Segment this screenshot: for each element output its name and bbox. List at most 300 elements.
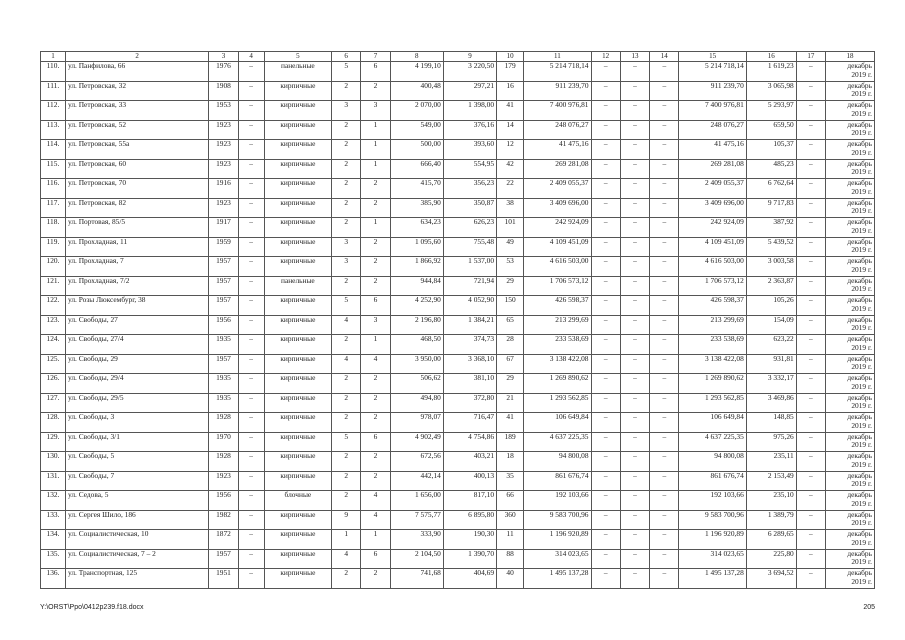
header-cell: 11 xyxy=(524,52,591,62)
wall-material-cell: блочные xyxy=(264,491,331,511)
row-number-cell: 114. xyxy=(41,140,66,160)
residents-cell: 53 xyxy=(497,257,524,277)
reconstruction-year-cell: – xyxy=(238,452,264,472)
col17-cell: – xyxy=(796,374,825,394)
completion-month: декабрь xyxy=(847,412,872,421)
wall-material-cell: кирпичные xyxy=(264,140,331,160)
col17-cell: – xyxy=(796,569,825,589)
col17-cell: – xyxy=(796,159,825,179)
total-area-cell: 2 070,00 xyxy=(390,101,443,121)
build-year-cell: 1957 xyxy=(209,549,238,569)
build-year-cell: 1951 xyxy=(209,569,238,589)
completion-year: 2019 г. xyxy=(851,498,872,508)
living-area-cell: 190,30 xyxy=(443,530,496,550)
entrances-cell: 6 xyxy=(361,62,390,82)
total-cost-cell: 3 138 422,08 xyxy=(524,354,591,374)
total-cost-cell: 1 706 573,12 xyxy=(524,276,591,296)
cost-col14-cell: – xyxy=(650,354,679,374)
build-year-cell: 1923 xyxy=(209,198,238,218)
cost-col14-cell: – xyxy=(650,257,679,277)
entrances-cell: 2 xyxy=(361,569,390,589)
build-year-cell: 1935 xyxy=(209,374,238,394)
row-number-cell: 133. xyxy=(41,510,66,530)
total-cost-cell: 41 475,16 xyxy=(524,140,591,160)
completion-year: 2019 г. xyxy=(851,284,872,293)
reconstruction-year-cell: – xyxy=(238,62,264,82)
total-area-cell: 494,80 xyxy=(390,393,443,413)
build-year-cell: 1953 xyxy=(209,101,238,121)
cost-col15-cell: 269 281,08 xyxy=(679,159,746,179)
address-cell: ул. Свободы, 3 xyxy=(65,413,208,433)
cost-col12-cell: – xyxy=(591,569,620,589)
cost-per-sqm-cell: 6 289,65 xyxy=(746,530,796,550)
wall-material-cell: кирпичные xyxy=(264,471,331,491)
table-row xyxy=(41,257,875,277)
cost-col13-cell: – xyxy=(620,491,649,511)
total-area-cell: 385,90 xyxy=(390,198,443,218)
table-row xyxy=(41,218,875,238)
wall-material-cell: кирпичные xyxy=(264,393,331,413)
address-cell: ул. Прохладная, 7/2 xyxy=(65,276,208,296)
row-number-cell: 115. xyxy=(41,159,66,179)
address-cell: ул. Портовая, 85/5 xyxy=(65,218,208,238)
completion-month: декабрь xyxy=(847,354,872,363)
residents-cell: 29 xyxy=(497,276,524,296)
cost-col12-cell: – xyxy=(591,452,620,472)
completion-month: декабрь xyxy=(847,510,872,519)
cost-per-sqm-cell: 3 694,52 xyxy=(746,569,796,589)
col17-cell: – xyxy=(796,393,825,413)
housing-repair-table xyxy=(40,51,875,589)
table-row xyxy=(41,491,875,511)
entrances-cell: 2 xyxy=(361,179,390,199)
column-number-header xyxy=(41,52,875,62)
cost-per-sqm-cell: 3 332,17 xyxy=(746,374,796,394)
wall-material-cell: кирпичные xyxy=(264,218,331,238)
living-area-cell: 554,95 xyxy=(443,159,496,179)
cost-per-sqm-cell: 3 065,98 xyxy=(746,81,796,101)
completion-year: 2019 г. xyxy=(851,557,872,566)
cost-col14-cell: – xyxy=(650,315,679,335)
cost-col15-cell: 106 649,84 xyxy=(679,413,746,433)
living-area-cell: 376,16 xyxy=(443,120,496,140)
completion-date-cell xyxy=(826,491,875,511)
residents-cell: 42 xyxy=(497,159,524,179)
floors-cell: 9 xyxy=(332,510,361,530)
living-area-cell: 350,87 xyxy=(443,198,496,218)
table-row xyxy=(41,510,875,530)
row-number-cell: 120. xyxy=(41,257,66,277)
floors-cell: 3 xyxy=(332,101,361,121)
cost-col12-cell: – xyxy=(591,296,620,316)
build-year-cell: 1917 xyxy=(209,218,238,238)
completion-month: декабрь xyxy=(847,120,872,129)
wall-material-cell: кирпичные xyxy=(264,413,331,433)
reconstruction-year-cell: – xyxy=(238,354,264,374)
cost-col13-cell: – xyxy=(620,140,649,160)
wall-material-cell: кирпичные xyxy=(264,335,331,355)
total-area-cell: 4 199,10 xyxy=(390,62,443,82)
address-cell: ул. Прохладная, 11 xyxy=(65,237,208,257)
col17-cell: – xyxy=(796,198,825,218)
row-number-cell: 127. xyxy=(41,393,66,413)
completion-date-cell xyxy=(826,374,875,394)
residents-cell: 38 xyxy=(497,198,524,218)
total-area-cell: 2 104,50 xyxy=(390,549,443,569)
cost-col14-cell: – xyxy=(650,159,679,179)
cost-col13-cell: – xyxy=(620,354,649,374)
wall-material-cell: кирпичные xyxy=(264,159,331,179)
total-area-cell: 944,84 xyxy=(390,276,443,296)
floors-cell: 2 xyxy=(332,198,361,218)
cost-col13-cell: – xyxy=(620,257,649,277)
cost-col13-cell: – xyxy=(620,510,649,530)
entrances-cell: 6 xyxy=(361,432,390,452)
reconstruction-year-cell: – xyxy=(238,432,264,452)
reconstruction-year-cell: – xyxy=(238,549,264,569)
entrances-cell: 4 xyxy=(361,491,390,511)
wall-material-cell: кирпичные xyxy=(264,452,331,472)
entrances-cell: 3 xyxy=(361,101,390,121)
cost-per-sqm-cell: 6 762,64 xyxy=(746,179,796,199)
completion-month: декабрь xyxy=(847,490,872,499)
build-year-cell: 1928 xyxy=(209,452,238,472)
build-year-cell: 1923 xyxy=(209,159,238,179)
cost-col15-cell: 1 293 562,85 xyxy=(679,393,746,413)
reconstruction-year-cell: – xyxy=(238,81,264,101)
table-row xyxy=(41,296,875,316)
header-cell: 6 xyxy=(332,52,361,62)
cost-col15-cell: 1 495 137,28 xyxy=(679,569,746,589)
row-number-cell: 111. xyxy=(41,81,66,101)
cost-per-sqm-cell: 5 293,97 xyxy=(746,101,796,121)
build-year-cell: 1970 xyxy=(209,432,238,452)
total-area-cell: 2 196,80 xyxy=(390,315,443,335)
build-year-cell: 1935 xyxy=(209,335,238,355)
row-number-cell: 132. xyxy=(41,491,66,511)
cost-col12-cell: – xyxy=(591,374,620,394)
completion-date-cell xyxy=(826,296,875,316)
wall-material-cell: кирпичные xyxy=(264,510,331,530)
page-number: 205 xyxy=(863,604,875,611)
col17-cell: – xyxy=(796,491,825,511)
cost-col12-cell: – xyxy=(591,218,620,238)
col17-cell: – xyxy=(796,296,825,316)
wall-material-cell: кирпичные xyxy=(264,179,331,199)
table-row xyxy=(41,140,875,160)
build-year-cell: 1957 xyxy=(209,296,238,316)
total-cost-cell: 1 269 890,62 xyxy=(524,374,591,394)
build-year-cell: 1959 xyxy=(209,237,238,257)
completion-month: декабрь xyxy=(847,81,872,90)
residents-cell: 18 xyxy=(497,452,524,472)
entrances-cell: 2 xyxy=(361,257,390,277)
reconstruction-year-cell: – xyxy=(238,237,264,257)
completion-month: декабрь xyxy=(847,334,872,343)
residents-cell: 28 xyxy=(497,335,524,355)
cost-col14-cell: – xyxy=(650,393,679,413)
reconstruction-year-cell: – xyxy=(238,218,264,238)
residents-cell: 150 xyxy=(497,296,524,316)
residents-cell: 101 xyxy=(497,218,524,238)
header-cell: 12 xyxy=(591,52,620,62)
cost-per-sqm-cell: 485,23 xyxy=(746,159,796,179)
entrances-cell: 1 xyxy=(361,218,390,238)
cost-col15-cell: 911 239,70 xyxy=(679,81,746,101)
entrances-cell: 1 xyxy=(361,530,390,550)
wall-material-cell: кирпичные xyxy=(264,315,331,335)
cost-col13-cell: – xyxy=(620,218,649,238)
cost-col15-cell: 4 109 451,09 xyxy=(679,237,746,257)
completion-month: декабрь xyxy=(847,100,872,109)
col17-cell: – xyxy=(796,140,825,160)
cost-col12-cell: – xyxy=(591,393,620,413)
table-row xyxy=(41,432,875,452)
completion-year: 2019 г. xyxy=(851,459,872,469)
living-area-cell: 1 398,00 xyxy=(443,101,496,121)
completion-date-cell xyxy=(826,354,875,374)
reconstruction-year-cell: – xyxy=(238,140,264,160)
header-cell: 16 xyxy=(746,52,796,62)
col17-cell: – xyxy=(796,237,825,257)
row-number-cell: 112. xyxy=(41,101,66,121)
residents-cell: 41 xyxy=(497,101,524,121)
col17-cell: – xyxy=(796,510,825,530)
floors-cell: 2 xyxy=(332,159,361,179)
row-number-cell: 113. xyxy=(41,120,66,140)
build-year-cell: 1935 xyxy=(209,393,238,413)
total-area-cell: 672,56 xyxy=(390,452,443,472)
row-number-cell: 122. xyxy=(41,296,66,316)
table-row xyxy=(41,530,875,550)
table-row xyxy=(41,471,875,491)
floors-cell: 2 xyxy=(332,276,361,296)
total-cost-cell: 911 239,70 xyxy=(524,81,591,101)
reconstruction-year-cell: – xyxy=(238,510,264,530)
wall-material-cell: кирпичные xyxy=(264,101,331,121)
completion-month: декабрь xyxy=(847,139,872,148)
table-row xyxy=(41,374,875,394)
living-area-cell: 721,94 xyxy=(443,276,496,296)
reconstruction-year-cell: – xyxy=(238,198,264,218)
entrances-cell: 2 xyxy=(361,276,390,296)
cost-col13-cell: – xyxy=(620,452,649,472)
cost-col14-cell: – xyxy=(650,569,679,589)
row-number-cell: 131. xyxy=(41,471,66,491)
entrances-cell: 4 xyxy=(361,354,390,374)
table-row xyxy=(41,179,875,199)
floors-cell: 2 xyxy=(332,452,361,472)
completion-month: декабрь xyxy=(847,178,872,187)
cost-col15-cell: 233 538,69 xyxy=(679,335,746,355)
completion-date-cell xyxy=(826,237,875,257)
entrances-cell: 6 xyxy=(361,549,390,569)
living-area-cell: 297,21 xyxy=(443,81,496,101)
cost-col14-cell: – xyxy=(650,510,679,530)
completion-month: декабрь xyxy=(847,432,872,441)
header-cell: 13 xyxy=(620,52,649,62)
cost-col15-cell: 5 214 718,14 xyxy=(679,62,746,82)
cost-col13-cell: – xyxy=(620,471,649,491)
residents-cell: 65 xyxy=(497,315,524,335)
completion-year: 2019 г. xyxy=(851,342,872,352)
entrances-cell: 3 xyxy=(361,315,390,335)
entrances-cell: 2 xyxy=(361,374,390,394)
total-cost-cell: 426 598,37 xyxy=(524,296,591,316)
living-area-cell: 374,73 xyxy=(443,335,496,355)
cost-col13-cell: – xyxy=(620,81,649,101)
build-year-cell: 1923 xyxy=(209,471,238,491)
cost-col12-cell: – xyxy=(591,120,620,140)
residents-cell: 88 xyxy=(497,549,524,569)
completion-date-cell xyxy=(826,276,875,296)
address-cell: ул. Свободы, 7 xyxy=(65,471,208,491)
completion-date-cell xyxy=(826,471,875,491)
completion-year: 2019 г. xyxy=(851,576,872,586)
total-area-cell: 7 575,77 xyxy=(390,510,443,530)
cost-per-sqm-cell: 623,22 xyxy=(746,335,796,355)
completion-month: декабрь xyxy=(847,198,872,207)
floors-cell: 2 xyxy=(332,218,361,238)
residents-cell: 49 xyxy=(497,237,524,257)
wall-material-cell: кирпичные xyxy=(264,120,331,140)
table-row xyxy=(41,413,875,433)
floors-cell: 2 xyxy=(332,471,361,491)
entrances-cell: 2 xyxy=(361,471,390,491)
floors-cell: 1 xyxy=(332,530,361,550)
cost-col14-cell: – xyxy=(650,374,679,394)
cost-col14-cell: – xyxy=(650,296,679,316)
total-cost-cell: 9 583 700,96 xyxy=(524,510,591,530)
cost-col13-cell: – xyxy=(620,335,649,355)
cost-per-sqm-cell: 235,11 xyxy=(746,452,796,472)
residents-cell: 189 xyxy=(497,432,524,452)
col17-cell: – xyxy=(796,335,825,355)
cost-col15-cell: 314 023,65 xyxy=(679,549,746,569)
floors-cell: 2 xyxy=(332,81,361,101)
living-area-cell: 393,60 xyxy=(443,140,496,160)
address-cell: ул. Петровская, 52 xyxy=(65,120,208,140)
completion-year: 2019 г. xyxy=(851,440,872,449)
cost-col14-cell: – xyxy=(650,101,679,121)
cost-col13-cell: – xyxy=(620,120,649,140)
cost-col15-cell: 242 924,09 xyxy=(679,218,746,238)
cost-col14-cell: – xyxy=(650,198,679,218)
completion-date-cell xyxy=(826,198,875,218)
total-area-cell: 549,00 xyxy=(390,120,443,140)
total-cost-cell: 1 293 562,85 xyxy=(524,393,591,413)
address-cell: ул. Свободы, 29 xyxy=(65,354,208,374)
entrances-cell: 1 xyxy=(361,120,390,140)
completion-date-cell xyxy=(826,101,875,121)
table-row xyxy=(41,120,875,140)
cost-per-sqm-cell: 9 717,83 xyxy=(746,198,796,218)
floors-cell: 2 xyxy=(332,140,361,160)
reconstruction-year-cell: – xyxy=(238,471,264,491)
cost-col15-cell: 3 409 696,00 xyxy=(679,198,746,218)
reconstruction-year-cell: – xyxy=(238,101,264,121)
wall-material-cell: кирпичные xyxy=(264,530,331,550)
entrances-cell: 6 xyxy=(361,296,390,316)
total-cost-cell: 106 649,84 xyxy=(524,413,591,433)
table-row xyxy=(41,159,875,179)
cost-col14-cell: – xyxy=(650,335,679,355)
cost-col14-cell: – xyxy=(650,140,679,160)
floors-cell: 2 xyxy=(332,491,361,511)
cost-col15-cell: 1 269 890,62 xyxy=(679,374,746,394)
cost-col12-cell: – xyxy=(591,237,620,257)
address-cell: ул. Седова, 5 xyxy=(65,491,208,511)
completion-month: декабрь xyxy=(847,315,872,324)
cost-col13-cell: – xyxy=(620,198,649,218)
row-number-cell: 125. xyxy=(41,354,66,374)
cost-per-sqm-cell: 1 619,23 xyxy=(746,62,796,82)
cost-col14-cell: – xyxy=(650,120,679,140)
table-row xyxy=(41,452,875,472)
reconstruction-year-cell: – xyxy=(238,413,264,433)
build-year-cell: 1956 xyxy=(209,491,238,511)
reconstruction-year-cell: – xyxy=(238,257,264,277)
cost-col12-cell: – xyxy=(591,335,620,355)
table-row xyxy=(41,62,875,82)
build-year-cell: 1957 xyxy=(209,257,238,277)
row-number-cell: 126. xyxy=(41,374,66,394)
table-row xyxy=(41,354,875,374)
cost-col15-cell: 7 400 976,81 xyxy=(679,101,746,121)
entrances-cell: 2 xyxy=(361,81,390,101)
cost-col13-cell: – xyxy=(620,393,649,413)
cost-per-sqm-cell: 3 003,58 xyxy=(746,257,796,277)
cost-per-sqm-cell: 235,10 xyxy=(746,491,796,511)
residents-cell: 35 xyxy=(497,471,524,491)
residents-cell: 360 xyxy=(497,510,524,530)
floors-cell: 4 xyxy=(332,549,361,569)
completion-date-cell xyxy=(826,530,875,550)
wall-material-cell: кирпичные xyxy=(264,432,331,452)
completion-date-cell xyxy=(826,510,875,530)
completion-date-cell xyxy=(826,413,875,433)
reconstruction-year-cell: – xyxy=(238,179,264,199)
cost-col14-cell: – xyxy=(650,237,679,257)
row-number-cell: 118. xyxy=(41,218,66,238)
living-area-cell: 626,23 xyxy=(443,218,496,238)
table-row xyxy=(41,276,875,296)
col17-cell: – xyxy=(796,120,825,140)
row-number-cell: 134. xyxy=(41,530,66,550)
cost-col14-cell: – xyxy=(650,491,679,511)
total-area-cell: 1 866,92 xyxy=(390,257,443,277)
total-area-cell: 4 902,49 xyxy=(390,432,443,452)
address-cell: ул. Свободы, 29/4 xyxy=(65,374,208,394)
residents-cell: 67 xyxy=(497,354,524,374)
build-year-cell: 1957 xyxy=(209,354,238,374)
completion-month: декабрь xyxy=(847,373,872,382)
total-area-cell: 3 950,00 xyxy=(390,354,443,374)
residents-cell: 12 xyxy=(497,140,524,160)
completion-year: 2019 г. xyxy=(851,381,872,391)
cost-col13-cell: – xyxy=(620,549,649,569)
wall-material-cell: кирпичные xyxy=(264,569,331,589)
row-number-cell: 121. xyxy=(41,276,66,296)
total-area-cell: 1 656,00 xyxy=(390,491,443,511)
table-row xyxy=(41,198,875,218)
address-cell: ул. Розы Люксембург, 38 xyxy=(65,296,208,316)
build-year-cell: 1908 xyxy=(209,81,238,101)
col17-cell: – xyxy=(796,276,825,296)
residents-cell: 22 xyxy=(497,179,524,199)
cost-col12-cell: – xyxy=(591,432,620,452)
total-cost-cell: 861 676,74 xyxy=(524,471,591,491)
